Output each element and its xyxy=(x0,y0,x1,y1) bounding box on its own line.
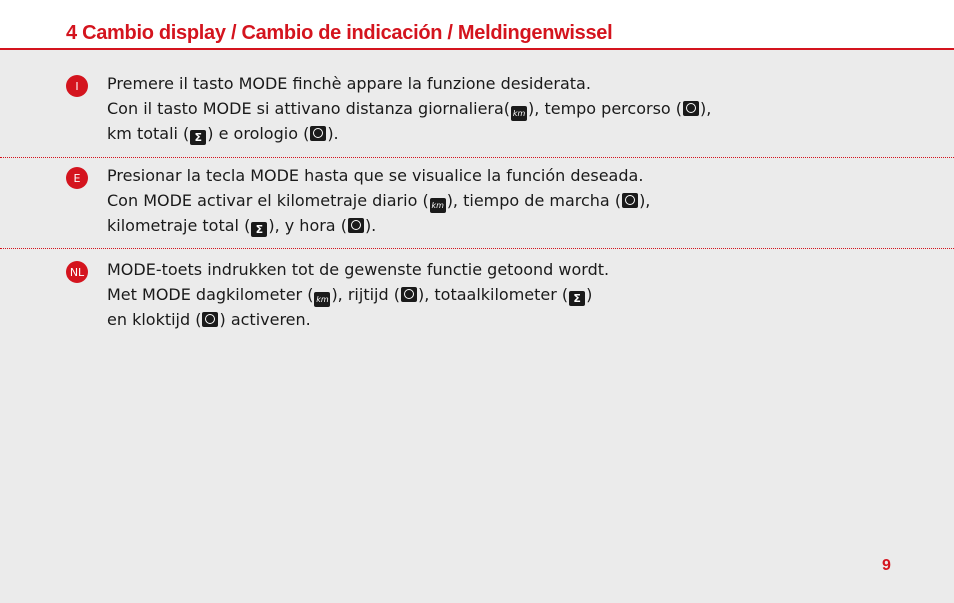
km-trip-icon xyxy=(430,198,446,213)
section-spanish-text xyxy=(107,163,650,238)
clock-icon xyxy=(310,126,326,141)
content-area xyxy=(0,50,954,603)
language-badge-spanish: E xyxy=(66,167,88,189)
section-dutch-text xyxy=(107,257,609,332)
stopwatch-icon xyxy=(401,287,417,302)
section-dutch-line1: MODE-toets indrukken tot de gewenste functie getoond wordt. xyxy=(107,260,610,279)
section-italian-line3: km totali (Σ ) e orologio ( ). xyxy=(107,121,711,146)
page-number: 9 xyxy=(882,557,891,574)
stopwatch-icon xyxy=(683,101,699,116)
section-italian-line2: Con il tasto MODE si attivano distanza giornaliera(km ), tempo percorso ( ), xyxy=(107,96,711,121)
section-italian-text xyxy=(107,71,711,146)
sigma-icon xyxy=(251,222,267,237)
section-dutch-line3: en kloktijd ( ) activeren. xyxy=(107,310,311,329)
section-italian-line1: Premere il tasto MODE finchè appare la funzione desiderata. xyxy=(107,74,591,93)
section-dutch-line2: Met MODE dagkilometer (km ), rijtijd ( ), totaalkilometer (Σ ) xyxy=(107,282,609,307)
clock-icon xyxy=(202,312,218,327)
section-spanish-line1: Presionar la tecla MODE hasta que se visualice la función deseada. xyxy=(107,166,644,185)
language-badge-italian: I xyxy=(66,75,88,97)
section-divider xyxy=(0,248,954,249)
section-spanish-line3: kilometraje total (Σ ), y hora ( ). xyxy=(107,213,650,238)
page-header xyxy=(0,0,954,50)
sigma-icon xyxy=(569,291,585,306)
sigma-icon xyxy=(190,130,206,145)
km-trip-icon xyxy=(511,106,527,121)
section-spanish-line2: Con MODE activar el kilometraje diario (km ), tiempo de marcha ( ), xyxy=(107,188,650,213)
language-badge-dutch: NL xyxy=(66,261,88,283)
page-title: 4 Cambio display / Cambio de indicación / Meldingenwissel xyxy=(66,22,613,44)
stopwatch-icon xyxy=(622,193,638,208)
clock-icon xyxy=(348,218,364,233)
section-divider xyxy=(0,157,954,158)
km-trip-icon xyxy=(314,292,330,307)
